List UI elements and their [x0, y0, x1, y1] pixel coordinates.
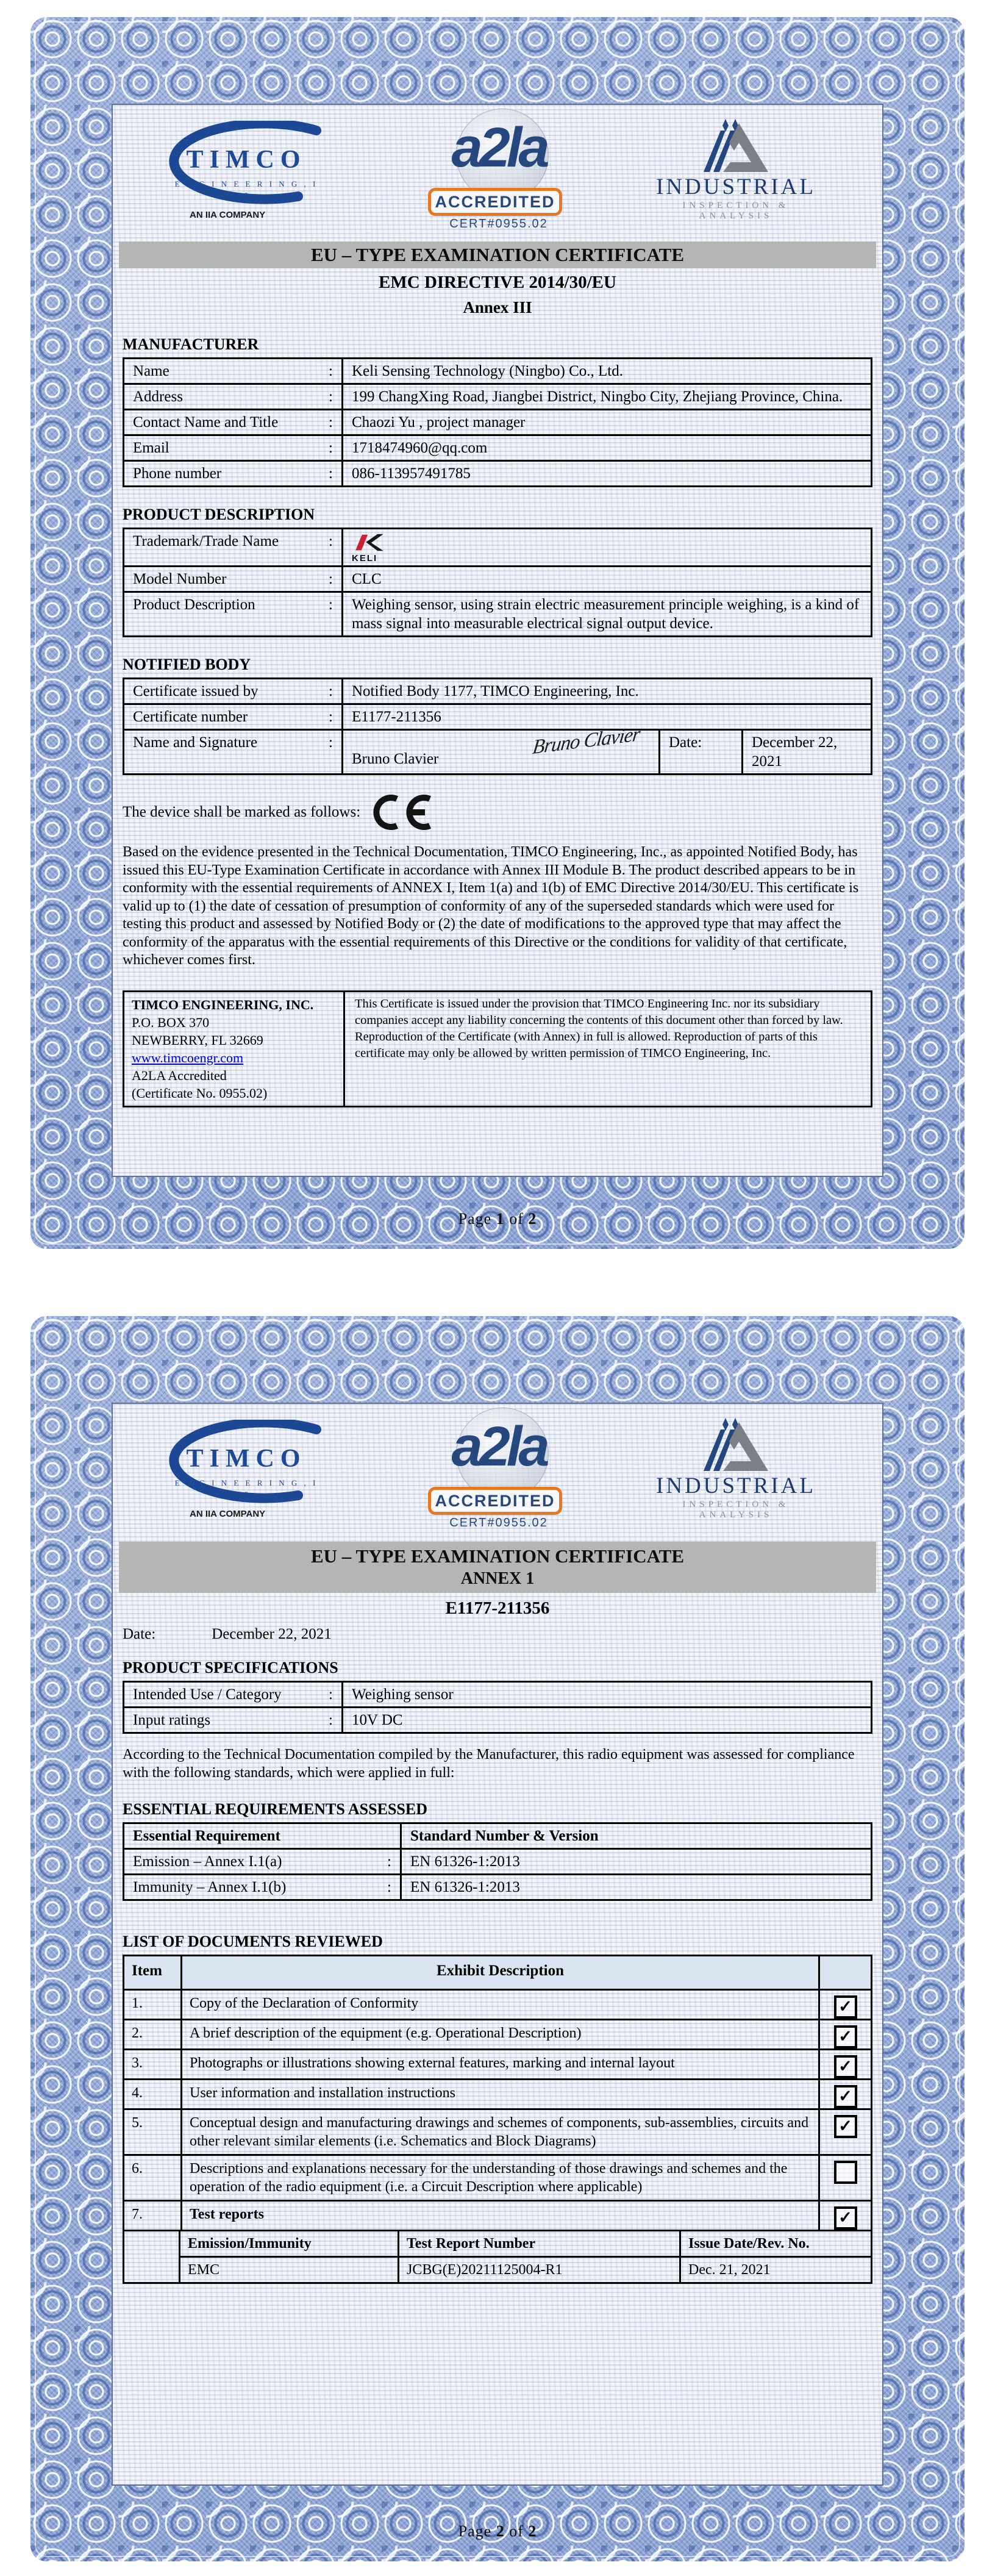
product-description-table: [123, 528, 872, 637]
timco-subtitle: E N G I N E E R I N G , I n c .: [174, 179, 318, 198]
report-type: EMC: [188, 2262, 220, 2278]
colon: :: [329, 571, 333, 587]
of-word: of: [509, 2522, 524, 2540]
checkbox[interactable]: ✓: [834, 1995, 857, 2019]
industrial-logo: [644, 1416, 827, 1532]
document-row: [124, 2019, 871, 2048]
timco-tagline: AN IIA COMPANY: [190, 210, 266, 220]
item-description: User information and installation instructions: [180, 2080, 818, 2108]
industrial-triangle-icon: [702, 117, 769, 173]
row-label: Input ratings: [133, 1712, 211, 1728]
issuer-accreditation: A2LA Accredited: [132, 1067, 227, 1083]
essential-requirements-heading: ESSENTIAL REQUIREMENTS ASSESSED: [123, 1800, 427, 1818]
item-number: 4.: [132, 2085, 143, 2101]
row-label: Emission – Annex I.1(a): [133, 1853, 282, 1870]
date-label: Date:: [658, 731, 741, 773]
colon: :: [329, 533, 333, 549]
row-label: Certificate issued by: [133, 683, 259, 699]
page-total: 2: [528, 2522, 537, 2540]
item-description: Test reports: [180, 2202, 818, 2230]
certificate-title-banner: [119, 1542, 876, 1593]
row-value: Weighing sensor, using strain electric measurement principle weighing, is a kind of mass signal into measurable electrical signal output device.: [341, 593, 871, 635]
annex-subtitle: Annex III: [463, 298, 532, 317]
table-row: [124, 703, 871, 729]
of-word: of: [509, 1210, 524, 1228]
table-row: [124, 383, 871, 409]
timco-logo: [135, 121, 336, 227]
test-report-table: [180, 2231, 871, 2282]
product-specifications-table: [123, 1681, 872, 1734]
timco-logo: [135, 1420, 336, 1526]
table-row: [124, 1683, 871, 1706]
timco-wordmark: TIMCO: [186, 146, 307, 174]
table-row: [124, 434, 871, 460]
page-total: 2: [528, 1210, 537, 1228]
column-header: Issue Date/Rev. No.: [679, 2231, 871, 2256]
table-header-row: [180, 2231, 871, 2256]
colon: :: [329, 465, 333, 482]
documents-reviewed-table: [123, 1955, 872, 2284]
item-description: Conceptual design and manufacturing drawings and schemes of components, sub-assemblies, circuits and other relevant similar elements (i.e. Schematics and Block Diagrams): [180, 2110, 818, 2154]
timco-subtitle: E N G I N E E R I N G , I n c .: [174, 1478, 318, 1497]
logo-row: [113, 1404, 882, 1537]
colon: :: [329, 440, 333, 456]
documents-reviewed-heading: LIST OF DOCUMENTS REVIEWED: [123, 1933, 383, 1950]
row-value: EN 61326-1:2013: [400, 1875, 871, 1899]
checkbox[interactable]: ✓: [834, 2055, 857, 2078]
table-header-row: [124, 1956, 871, 1989]
test-report-row: [180, 2256, 871, 2282]
table-row: [124, 460, 871, 485]
certificate-number: E1177-211356: [445, 1598, 550, 1618]
row-label: Certificate number: [133, 709, 248, 725]
marking-text: The device shall be marked as follows:: [123, 804, 361, 820]
industrial-triangle-icon: [702, 1416, 769, 1472]
manufacturer-table: [123, 357, 872, 487]
row-value: Chaozi Yu , project manager: [341, 410, 871, 434]
row-value: E1177-211356: [341, 705, 871, 729]
checkbox[interactable]: ✓: [834, 2085, 857, 2108]
directive-subtitle: EMC DIRECTIVE 2014/30/EU: [379, 273, 616, 292]
page-word: Page: [458, 1210, 492, 1228]
issuer-company: TIMCO ENGINEERING, INC.: [132, 996, 314, 1012]
row-value: Notified Body 1177, TIMCO Engineering, Inc.: [341, 679, 871, 703]
page1-number: [30, 1210, 965, 1228]
row-value: CLC: [341, 567, 871, 591]
row-label: Phone number: [133, 465, 222, 482]
report-number: JCBG(E)20211125004-R1: [398, 2258, 679, 2282]
row-label: Name: [133, 363, 169, 379]
table-header-row: [124, 1824, 871, 1848]
a2la-accredited-logo: [421, 109, 577, 234]
a2la-wordmark: a2la: [451, 1415, 546, 1478]
table-row: [124, 1848, 871, 1873]
colon: :: [329, 1686, 333, 1703]
industrial-wordmark: INDUSTRIAL: [656, 174, 816, 199]
a2la-accredited-logo: [421, 1408, 577, 1533]
column-header: Emission/Immunity: [188, 2236, 312, 2252]
row-label: Product Description: [133, 596, 255, 613]
column-header-item: Item: [132, 1962, 162, 1979]
checkbox[interactable]: ✓: [834, 2206, 857, 2230]
table-row: [124, 1706, 871, 1732]
a2la-cert-number: CERT#0955.02: [449, 217, 548, 231]
item-number: 1.: [132, 1995, 143, 2011]
colon: :: [329, 709, 333, 725]
item-number: 5.: [132, 2115, 143, 2131]
industrial-logo: [644, 117, 827, 233]
row-label: Trademark/Trade Name: [133, 533, 279, 549]
accredited-badge: ACCREDITED: [428, 1487, 562, 1515]
certificate-page-2: [30, 1316, 965, 2561]
issuer-address-line1: P.O. BOX 370: [132, 1014, 210, 1030]
issuer-footer-box: [123, 990, 872, 1107]
manufacturer-heading: MANUFACTURER: [123, 335, 259, 353]
certificate-page-1: [30, 17, 965, 1249]
row-label: Immunity – Annex I.1(b): [133, 1879, 287, 1895]
column-header: Essential Requirement: [133, 1828, 280, 1844]
colon: :: [329, 596, 333, 613]
page2-content: [112, 1403, 883, 2486]
row-label: Model Number: [133, 571, 227, 587]
colon: :: [329, 1712, 333, 1728]
checkbox[interactable]: ✓: [834, 2115, 857, 2138]
a2la-cert-number: CERT#0955.02: [449, 1516, 548, 1530]
industrial-subtitle: INSPECTION & ANALYSIS: [682, 1500, 790, 1520]
column-header-description: Exhibit Description: [180, 1956, 818, 1989]
timco-tagline: AN IIA COMPANY: [190, 1509, 266, 1519]
table-row: [124, 679, 871, 703]
row-label: Intended Use / Category: [133, 1686, 282, 1703]
marking-line: [123, 793, 872, 831]
notified-body-table: [123, 678, 872, 775]
certificate-title-banner: EU – TYPE EXAMINATION CERTIFICATE: [119, 242, 876, 268]
signer-name: Bruno Clavier: [352, 751, 439, 767]
colon: :: [329, 414, 333, 431]
banner-line1: EU – TYPE EXAMINATION CERTIFICATE: [310, 1545, 685, 1567]
colon: :: [329, 363, 333, 379]
colon: :: [329, 683, 333, 699]
issuer-cert-no: (Certificate No. 0955.02): [132, 1085, 268, 1101]
item-description: A brief description of the equipment (e.g. Operational Description): [180, 2020, 818, 2048]
page-current: 1: [496, 1210, 505, 1228]
product-description-heading: PRODUCT DESCRIPTION: [123, 506, 315, 523]
document-row: [124, 2200, 871, 2230]
timco-wordmark: TIMCO: [186, 1445, 307, 1473]
page-current: 2: [496, 2522, 505, 2540]
item-description: Descriptions and explanations necessary for the understanding of those drawings and schemes and the operation of the radio equipment (i.e. a Circuit Description where applicable): [180, 2156, 818, 2200]
notified-body-heading: NOTIFIED BODY: [123, 656, 251, 673]
column-header-check: [818, 1956, 871, 1989]
issuer-website-link[interactable]: www.timcoengr.com: [132, 1050, 244, 1065]
colon: :: [387, 1879, 391, 1895]
row-label: Name and Signature: [133, 734, 258, 751]
report-date: Dec. 21, 2021: [679, 2258, 871, 2282]
certificate-body-paragraph: Based on the evidence presented in the Technical Documentation, TIMCO Engineering, Inc., as appointed Notified Body, has issued this EU-Type Examination Certificate in accordance with Annex III Module B. The product described appears to be in conformity with the essential requirements of ANNEX I, Item 1(a) and 1(b) of EMC Directive 2014/30/EU. This certificate is valid up to (1) the date of cessation of presumption of conformity of any of the superseded standards which were used for testing this product and assessed by Notified Body or (2) the date of modifications to the approved type that may affect the conformity of the apparatus with the essential requirements of this Directive or the conditions for validity of that certificate, whichever comes first.: [123, 844, 859, 968]
product-specifications-heading: PRODUCT SPECIFICATIONS: [123, 1659, 338, 1676]
document-row: [124, 1989, 871, 2019]
industrial-wordmark: INDUSTRIAL: [656, 1473, 816, 1498]
table-row: [124, 529, 871, 565]
ce-mark-icon: [371, 793, 435, 831]
issue-date-line: [123, 1626, 872, 1643]
colon: :: [387, 1853, 391, 1870]
document-row: [124, 2108, 871, 2154]
assessment-paragraph: According to the Technical Documentation compiled by the Manufacturer, this radio equipment was assessed for compliance with the following standards, which were applied in full:: [123, 1747, 855, 1781]
row-value: 199 ChangXing Road, Jiangbei District, Ningbo City, Zhejiang Province, China.: [341, 385, 871, 409]
item-number: 3.: [132, 2055, 143, 2071]
row-value: Weighing sensor: [341, 1683, 871, 1706]
subtable-spacer: [124, 2231, 180, 2282]
table-row: [124, 409, 871, 434]
page-word: Page: [458, 2522, 492, 2540]
a2la-wordmark: a2la: [451, 116, 546, 179]
row-label: Contact Name and Title: [133, 414, 279, 431]
document-row: [124, 2154, 871, 2200]
keli-logo: [352, 532, 862, 563]
document-row: [124, 2048, 871, 2078]
row-label: Address: [133, 388, 183, 405]
signature-row: [124, 723, 871, 773]
keli-wordmark: KELI: [352, 553, 378, 564]
document-row: [124, 2078, 871, 2108]
row-value: 10V DC: [341, 1708, 871, 1732]
table-row: [124, 591, 871, 635]
essential-requirements-table: [123, 1822, 872, 1901]
test-report-subtable-row: [124, 2230, 871, 2282]
date-value: December 22, 2021: [741, 731, 871, 773]
date-value: December 22, 2021: [212, 1626, 332, 1642]
colon: :: [329, 388, 333, 405]
accredited-badge: ACCREDITED: [428, 188, 562, 216]
column-header: Standard Number & Version: [400, 1824, 871, 1848]
checkbox[interactable]: ✓: [834, 2025, 857, 2048]
keli-mark-icon: [352, 532, 387, 554]
page1-content: [112, 104, 883, 1177]
item-number: 2.: [132, 2025, 143, 2041]
colon: :: [329, 734, 333, 751]
banner-line2: ANNEX 1: [460, 1569, 535, 1588]
table-row: [124, 565, 871, 591]
row-value: 1718474960@qq.com: [341, 436, 871, 460]
column-header: Test Report Number: [398, 2231, 679, 2256]
row-label: Email: [133, 440, 169, 456]
legal-disclaimer: This Certificate is issued under the provision that TIMCO Engineering Inc. nor its subsidiary companies accept any liability concerning the contents of this document other than forced by law. Reproduction of the Certificate (with Annex) in full is allowed. Reproduction of parts of this certificate may only be allowed by written permission of TIMCO Engineering, Inc.: [355, 996, 843, 1060]
item-number: 7.: [132, 2206, 143, 2222]
row-value: Keli Sensing Technology (Ningbo) Co., Ltd.: [341, 359, 871, 383]
row-value: 086-113957491785: [341, 462, 871, 485]
industrial-subtitle: INSPECTION & ANALYSIS: [682, 201, 790, 221]
issuer-address-line2: NEWBERRY, FL 32669: [132, 1032, 263, 1048]
item-description: Photographs or illustrations showing external features, marking and internal layout: [180, 2050, 818, 2078]
row-value: EN 61326-1:2013: [400, 1850, 871, 1873]
item-number: 6.: [132, 2161, 143, 2177]
handwritten-signature: Bruno Clavier: [531, 723, 641, 759]
checkbox[interactable]: [834, 2161, 857, 2184]
table-row: [124, 359, 871, 383]
page2-number: [30, 2522, 965, 2541]
item-description: Copy of the Declaration of Conformity: [180, 1991, 818, 2019]
date-label: Date:: [123, 1626, 156, 1642]
logo-row: [113, 105, 882, 238]
table-row: [124, 1873, 871, 1899]
